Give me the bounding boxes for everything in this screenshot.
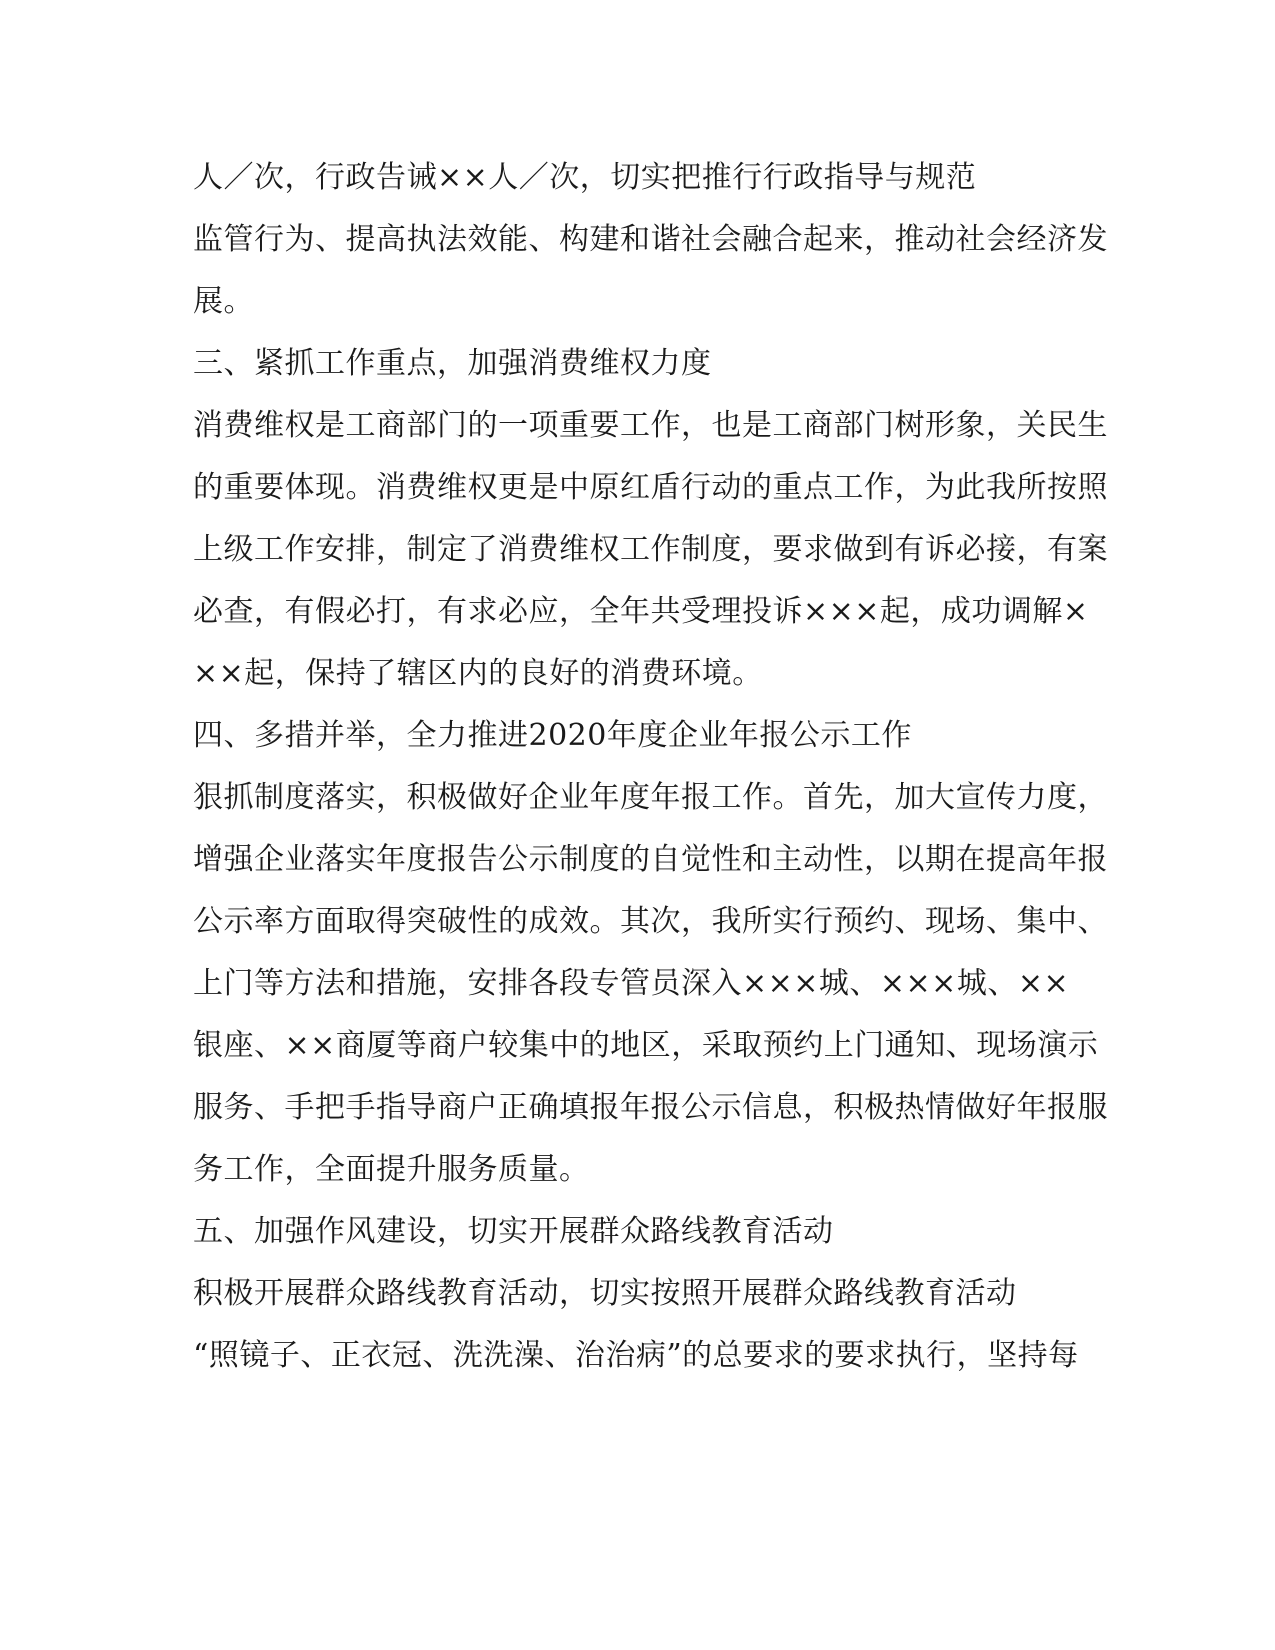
section-heading-5: 五、加强作风建设，切实开展群众路线教育活动 [193, 1214, 834, 1249]
paragraph-line: 公示率方面取得突破性的成效。其次，我所实行预约、现场、集中、 [193, 904, 1108, 939]
paragraph-line: 银座、××商厦等商户较集中的地区，采取预约上门通知、现场演示 [193, 1028, 1099, 1063]
section-heading-3: 三、紧抓工作重点，加强消费维权力度 [193, 346, 712, 381]
paragraph-line: 展。 [193, 284, 254, 319]
paragraph-line: ××起，保持了辖区内的良好的消费环境。 [193, 656, 763, 691]
paragraph-line: 监管行为、提高执法效能、构建和谐社会融合起来，推动社会经济发 [193, 222, 1108, 257]
paragraph-line: 人／次，行政告诫××人／次，切实把推行行政指导与规范 [193, 160, 977, 195]
paragraph-line: 上门等方法和措施，安排各段专管员深入×××城、×××城、×× [193, 966, 1070, 1001]
paragraph-line: “照镜子、正衣冠、洗洗澡、治治病”的总要求的要求执行，坚持每 [193, 1338, 1079, 1373]
paragraph-line: 必查，有假必打，有求必应，全年共受理投诉×××起，成功调解× [193, 594, 1089, 629]
paragraph-line: 狠抓制度落实，积极做好企业年度年报工作。首先，加大宣传力度， [193, 780, 1108, 815]
paragraph-line: 的重要体现。消费维权更是中原红盾行动的重点工作，为此我所按照 [193, 470, 1108, 505]
paragraph-line: 增强企业落实年度报告公示制度的自觉性和主动性，以期在提高年报 [193, 842, 1108, 877]
section-heading-4: 四、多措并举，全力推进2020年度企业年报公示工作 [193, 718, 912, 753]
paragraph-line: 积极开展群众路线教育活动，切实按照开展群众路线教育活动 [193, 1276, 1017, 1311]
paragraph-line: 务工作，全面提升服务质量。 [193, 1152, 590, 1187]
paragraph-line: 消费维权是工商部门的一项重要工作，也是工商部门树形象，关民生 [193, 408, 1108, 443]
paragraph-line: 服务、手把手指导商户正确填报年报公示信息，积极热情做好年报服 [193, 1090, 1108, 1125]
paragraph-line: 上级工作安排，制定了消费维权工作制度，要求做到有诉必接，有案 [193, 532, 1108, 567]
